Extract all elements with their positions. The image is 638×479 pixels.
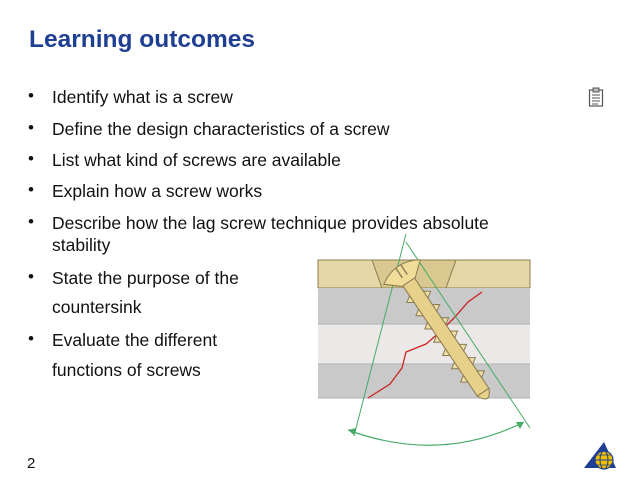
- bullet-text-continuation: countersink: [52, 297, 142, 317]
- bullet-text: Define the design characteristics of a screw: [52, 119, 390, 139]
- bullet-text: Identify what is a screw: [52, 87, 233, 107]
- bullet-marker: •: [28, 118, 34, 137]
- bullet-marker: •: [28, 86, 34, 105]
- bullet-text: Evaluate the different: [52, 330, 218, 350]
- bullet-marker: •: [28, 267, 34, 286]
- bullet-text: Describe how the lag screw technique provides absolute: [52, 213, 489, 233]
- slide-title: Learning outcomes: [29, 26, 255, 53]
- page-number: 2: [27, 455, 36, 472]
- bullet-marker: •: [28, 180, 34, 199]
- bullet-text-continuation: functions of screws: [52, 360, 201, 380]
- lag-screw-illustration: [310, 232, 540, 450]
- ao-globe-logo-icon: [582, 438, 618, 472]
- bullet-marker: •: [28, 329, 34, 348]
- bullet-text: List what kind of screws are available: [52, 150, 341, 170]
- bullet-text: Explain how a screw works: [52, 181, 263, 201]
- bullet-text-continuation: stability: [52, 235, 111, 255]
- notes-clipboard-icon[interactable]: [588, 87, 604, 107]
- bullet-marker: •: [28, 212, 34, 231]
- bullet-marker: •: [28, 149, 34, 168]
- bullet-text: State the purpose of the: [52, 268, 239, 288]
